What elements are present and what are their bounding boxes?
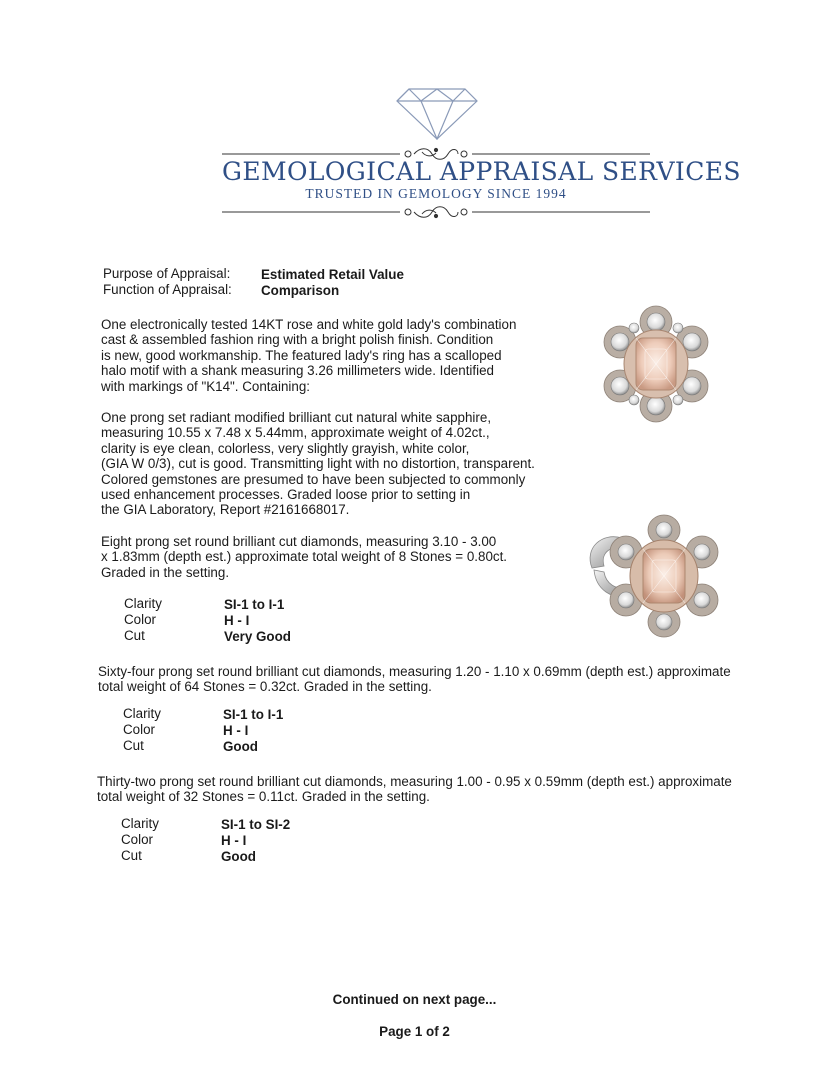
text-line: Thirty-two prong set round brilliant cut diamonds, measuring 1.00 - 0.95 x 0.59mm (depth est.) approximate bbox=[97, 774, 732, 789]
text-line: x 1.83mm (depth est.) approximate total weight of 8 Stones = 0.80ct. bbox=[101, 549, 508, 565]
text-line: total weight of 32 Stones = 0.11ct. Graded in the setting. bbox=[97, 789, 430, 805]
purpose-label: Purpose of Appraisal: bbox=[103, 266, 231, 281]
spec-label: Cut bbox=[121, 848, 142, 863]
spec-value: H - I bbox=[224, 613, 250, 628]
spec-label: Clarity bbox=[124, 596, 162, 611]
spec-value: SI-1 to I-1 bbox=[224, 597, 285, 612]
text-line: Graded in the setting. bbox=[101, 564, 230, 580]
scroll-ornament-icon bbox=[222, 205, 650, 219]
purpose-value: Estimated Retail Value bbox=[261, 267, 404, 282]
spec-label: Cut bbox=[124, 628, 145, 643]
company-tagline: TRUSTED IN GEMOLOGY SINCE 1994 bbox=[305, 186, 567, 201]
text-line: with markings of "K14". Containing: bbox=[101, 378, 310, 394]
text-line: Eight prong set round brilliant cut diamonds, measuring 3.10 - 3.00 bbox=[101, 534, 497, 549]
page-number: Page 1 of 2 bbox=[379, 1024, 450, 1039]
spec-label: Color bbox=[121, 832, 153, 847]
spec-value: H - I bbox=[223, 723, 249, 738]
spec-value: Very Good bbox=[224, 629, 291, 644]
spec-value: H - I bbox=[221, 833, 247, 848]
spec-label: Clarity bbox=[121, 816, 159, 831]
spec-value: Good bbox=[221, 849, 256, 864]
spec-value: SI-1 to I-1 bbox=[223, 707, 284, 722]
text-line: total weight of 64 Stones = 0.32ct. Graded in the setting. bbox=[98, 679, 432, 695]
ring-description bbox=[101, 317, 516, 394]
text-line: (GIA W 0/3), cut is good. Transmitting light with no distortion, transparent. bbox=[101, 456, 535, 472]
text-line: clarity is eye clean, colorless, very slightly grayish, white color, bbox=[101, 440, 470, 456]
spec-label: Clarity bbox=[123, 706, 161, 721]
ring-top-view-image bbox=[592, 302, 720, 426]
spec-value: SI-1 to SI-2 bbox=[221, 817, 291, 832]
text-line: One prong set radiant modified brilliant cut natural white sapphire, bbox=[101, 410, 492, 425]
text-line: Colored gemstones are presumed to have been subjected to commonly bbox=[101, 471, 526, 487]
company-name: GEMOLOGICAL APPRAISAL SERVICES bbox=[222, 157, 741, 186]
text-line: Sixty-four prong set round brilliant cut diamonds, measuring 1.20 - 1.10 x 0.69mm (depth est.) approximate bbox=[98, 664, 731, 679]
spec-label: Color bbox=[123, 722, 155, 737]
spec-value: Good bbox=[223, 739, 258, 754]
ring-side-view-image bbox=[582, 508, 720, 642]
text-line: cast & assembled fashion ring with a bright polish finish. Condition bbox=[101, 332, 494, 348]
diamond-group-3-description bbox=[97, 774, 732, 805]
function-value: Comparison bbox=[261, 283, 340, 298]
diamond-logo-icon bbox=[396, 88, 478, 140]
text-line: halo motif with a shank measuring 3.26 millimeters wide. Identified bbox=[101, 363, 494, 379]
text-line: used enhancement processes. Graded loose prior to setting in bbox=[101, 487, 471, 503]
diamond-group-1-description bbox=[101, 534, 507, 580]
diamond-group-2-description bbox=[98, 664, 731, 695]
text-line: measuring 10.55 x 7.48 x 5.44mm, approximate weight of 4.02ct., bbox=[101, 425, 490, 441]
spec-label: Cut bbox=[123, 738, 144, 753]
text-line: One electronically tested 14KT rose and white gold lady's combination bbox=[101, 317, 517, 332]
text-line: is new, good workmanship. The featured lady's ring has a scalloped bbox=[101, 347, 502, 363]
text-line: the GIA Laboratory, Report #2161668017. bbox=[101, 502, 350, 518]
function-label: Function of Appraisal: bbox=[103, 282, 232, 297]
spec-label: Color bbox=[124, 612, 156, 627]
continued-note: Continued on next page... bbox=[332, 992, 497, 1007]
center-stone-description bbox=[101, 410, 535, 518]
